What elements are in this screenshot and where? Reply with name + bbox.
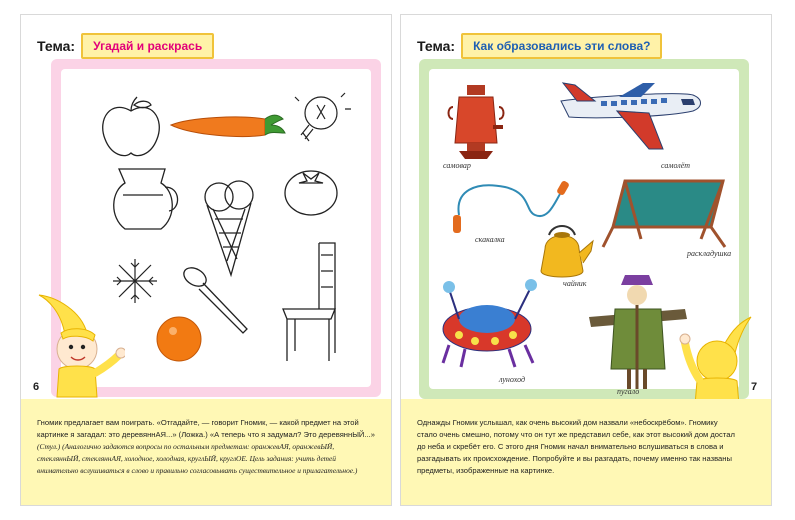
right-theme-header xyxy=(415,33,662,59)
theme-label: Тема: xyxy=(417,38,456,54)
text-line: Однажды Гномик услышал, как очень высокий дом назвали «небоскрёбом». Гномику xyxy=(417,418,718,427)
right-text-band xyxy=(401,399,772,506)
theme-title: Как образовались эти слова? xyxy=(473,39,651,53)
apple-outline-icon xyxy=(103,97,160,156)
text-line: внимательно вслушиваться в слово и правильно согласовывать существительное и прилагательное.) xyxy=(37,466,358,475)
page-number: 6 xyxy=(33,381,40,393)
text-line: предметы, изображенные на картинке. xyxy=(417,466,555,475)
gnome-right-icon xyxy=(677,307,757,407)
left-text-band xyxy=(21,399,392,506)
caption-airplane: самолёт xyxy=(661,161,691,170)
folding-bed-icon xyxy=(603,181,725,247)
theme-title-box xyxy=(461,33,662,59)
scarecrow-icon xyxy=(589,275,687,389)
left-page xyxy=(20,14,392,506)
page-number: 7 xyxy=(751,381,758,393)
light-bulb-outline-icon xyxy=(295,93,351,141)
samovar-icon xyxy=(449,85,504,159)
jump-rope-icon xyxy=(453,180,570,233)
caption-folding-bed: раскладушка xyxy=(687,249,732,258)
gnome-left-icon xyxy=(35,293,125,403)
caption-samovar: самовар xyxy=(443,161,471,170)
ice-cream-outline-icon xyxy=(205,181,253,275)
airplane-icon xyxy=(561,83,701,149)
text-line: до неба и скребёт его. С этого дня Гномик начал внимательно вслушиваться в слова и xyxy=(417,442,724,451)
text-line: стало очень смешно, потому что он тут же представил себе, как этот высокий дом достал xyxy=(417,430,735,439)
text-line: картинке я загадал: это деревяннАЯ...» (Ложка.) «А теперь что я задумал? Это деревяннЫЙ...» xyxy=(37,430,375,439)
tomato-outline-icon xyxy=(285,171,337,215)
text-line: Гномик предлагает вам поиграть. «Отгадайте, — говорит Гномик, — какой предмет на этой xyxy=(37,418,359,427)
jug-outline-icon xyxy=(114,169,178,229)
left-instructions xyxy=(37,417,377,477)
caption-scarecrow: пугало xyxy=(617,387,640,396)
caption-moon-rover: луноход xyxy=(499,375,526,384)
right-story xyxy=(417,417,757,477)
orange-icon xyxy=(157,317,201,361)
caption-jump-rope: скакалка xyxy=(475,235,505,244)
text-line: стекляннЫЙ, стекляннАЯ, холодное, холодная, круглЫЙ, круглОЕ. Цель задания: учить детей xyxy=(37,454,336,463)
theme-label: Тема: xyxy=(37,38,76,54)
carrot-icon xyxy=(171,115,285,136)
text-line: разгадывать их происхождение. Попробуйте и вы разгадать, почему именно так названы xyxy=(417,454,732,463)
moon-rover-icon xyxy=(443,279,537,367)
theme-title: Угадай и раскрась xyxy=(93,39,203,53)
left-theme-header xyxy=(35,33,214,59)
caption-kettle: чайник xyxy=(563,279,587,288)
kettle-icon xyxy=(541,226,593,277)
chair-outline-icon xyxy=(283,243,335,361)
text-line: (Стул.) (Аналогично задаются вопросы по остальным предметам: оранжевАЯ, оранжевЫЙ, xyxy=(37,442,335,451)
right-page xyxy=(400,14,772,506)
theme-title-box xyxy=(81,33,214,59)
